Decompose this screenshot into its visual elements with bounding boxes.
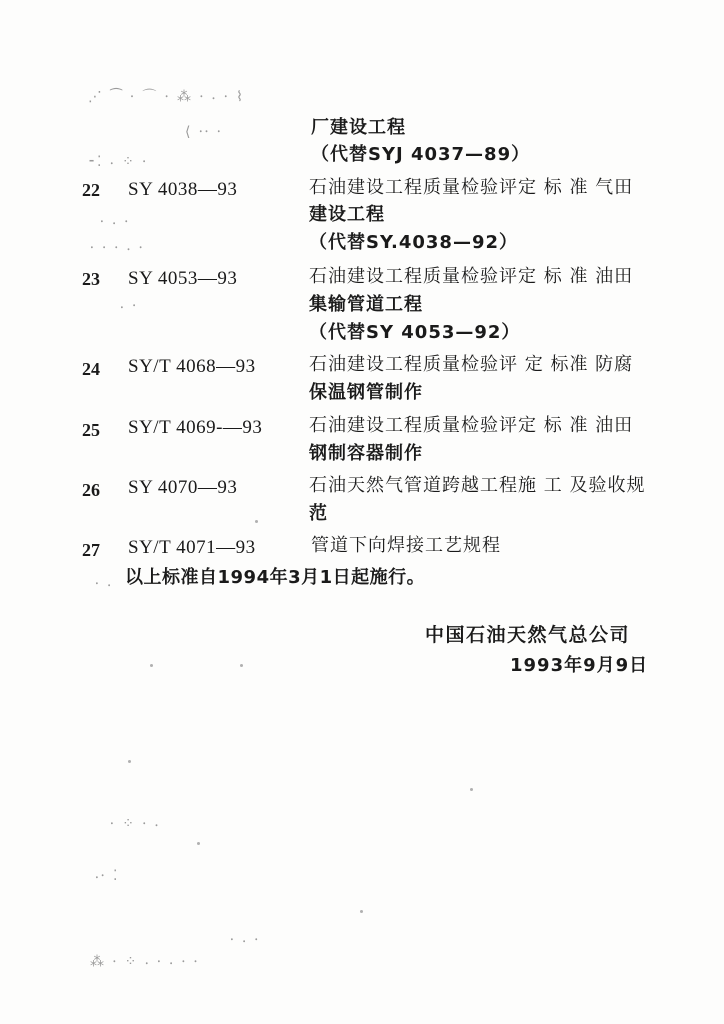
- issuer-name: 中国石油天然气总公司: [425, 624, 631, 646]
- standard-code: SY/T 4071—93: [128, 537, 256, 558]
- scan-artifact: ⸱ ⸳: [95, 576, 113, 592]
- entry-title-line: 集输管道工程: [309, 294, 423, 315]
- entry-title-line: 石油建设工程质量检验评定 标 准 气田: [309, 177, 634, 198]
- entry-title-line: 石油建设工程质量检验评定 标 准 油田: [309, 415, 634, 436]
- scan-artifact: ⁂ ⸱ ⁘ ⸳ ⸱ ⸳ ⸱ ⸱: [90, 954, 200, 970]
- issue-date: 1993年9月9日: [510, 655, 649, 676]
- scan-artifact: ⋰ ⁀ ⸱ ⌒ ⸱ ⁂ ⸱ ⸳ ⸱ ⌇: [88, 89, 245, 105]
- entry-title-line: 钢制容器制作: [309, 443, 423, 464]
- entry-number: 26: [82, 480, 100, 500]
- entry-title-line: 建设工程: [309, 204, 385, 225]
- entry-title-line: 石油建设工程质量检验评定 标 准 油田: [309, 266, 634, 287]
- scan-speck: [150, 664, 153, 667]
- effective-date-note: 以上标准自1994年3月1日起施行。: [125, 567, 426, 588]
- scan-speck: [128, 760, 131, 763]
- entry-number: 25: [82, 420, 100, 440]
- entry-title-line: 保温钢管制作: [309, 382, 423, 403]
- entry-title-line: 范: [309, 503, 328, 524]
- scan-artifact: ⸱ ⁘ ⸱ ⸳: [110, 816, 161, 832]
- scan-artifact: ⸱ ⸱ ⸱ ⸳ ⸱: [90, 240, 145, 256]
- entry-number: 22: [82, 180, 100, 200]
- scan-speck: [255, 520, 258, 523]
- entry-title-line: 石油天然气管道跨越工程施 工 及验收规: [309, 475, 646, 496]
- scan-artifact: ⸳⸱ ⁚: [95, 868, 120, 884]
- entry-number: 24: [82, 359, 100, 379]
- scan-artifact: ⸱ ⸳ ⸱: [230, 932, 261, 948]
- scan-artifact: ⟨ ⸱⸱ ⸱: [185, 124, 223, 140]
- standard-code: SY/T 4069-—93: [128, 417, 263, 438]
- scan-speck: [197, 842, 200, 845]
- scan-artifact: ⸱ ⸳ ⸱: [100, 214, 131, 230]
- standard-code: SY 4070—93: [128, 477, 238, 498]
- scan-speck: [360, 910, 363, 913]
- scan-speck: [470, 788, 473, 791]
- entry-number: 23: [82, 269, 100, 289]
- entry-title-line: （代替SYJ 4037—89）: [311, 144, 531, 165]
- standard-code: SY 4038—93: [128, 179, 238, 200]
- standard-code: SY/T 4068—93: [128, 356, 256, 377]
- entry-title-line: （代替SY 4053—92）: [309, 322, 521, 343]
- entry-title-line: （代替SY.4038—92）: [309, 232, 519, 253]
- standard-code: SY 4053—93: [128, 268, 238, 289]
- entry-title-line: 厂建设工程: [311, 117, 406, 138]
- entry-number: 27: [82, 540, 100, 560]
- entry-title-line: 管道下向焊接工艺规程: [311, 535, 501, 556]
- entry-title-line: 石油建设工程质量检验评 定 标准 防腐: [309, 354, 634, 375]
- scan-artifact: ⸳ ⸱: [120, 298, 138, 314]
- scan-speck: [240, 664, 243, 667]
- scan-artifact: ⁃⁚ ⸳ ⁘ ⸱: [88, 154, 149, 170]
